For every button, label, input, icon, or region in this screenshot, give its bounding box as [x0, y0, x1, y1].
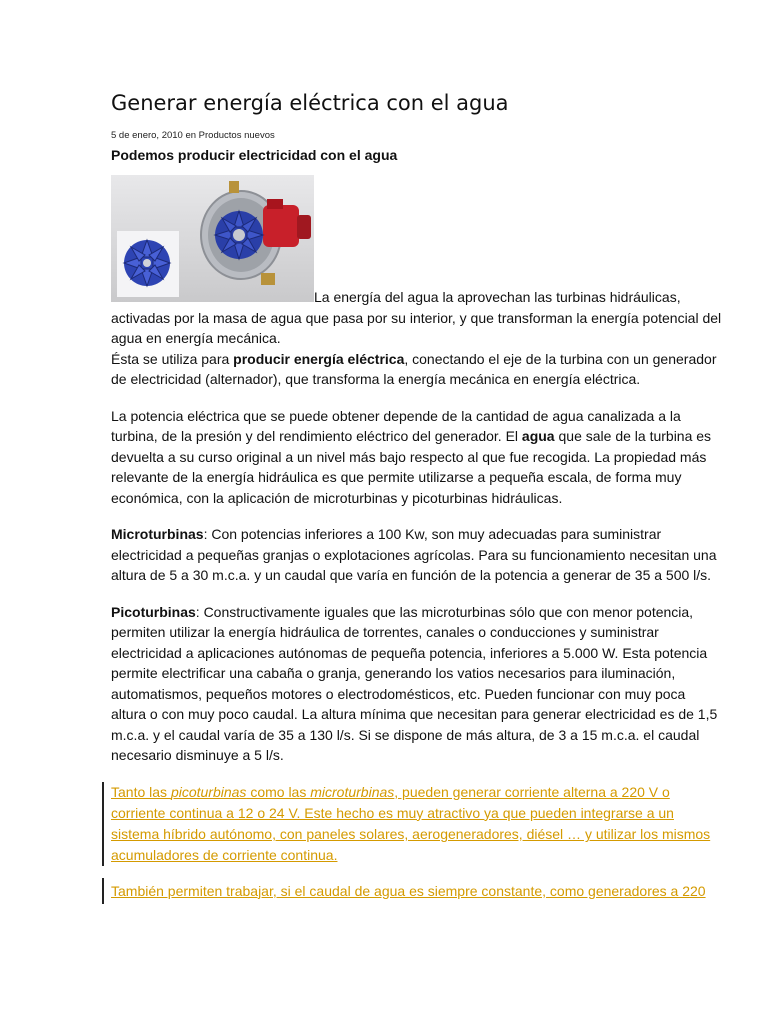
quote-block-2 — [111, 881, 723, 902]
turbine-photo — [111, 175, 314, 302]
page-title: Generar energía eléctrica con el agua — [111, 91, 509, 115]
paragraph-electric — [111, 349, 723, 390]
text-span: que sale de la turbina es devuelta a su curso original a un nivel más bajo respecto al que fue recogida. La propiedad más relevante de la energía hidráulica es que permite utilizarse a pequeña escala, de forma muy económica, con la aplicación de microturbinas y picoturbinas hidráulicas. — [111, 428, 712, 506]
article-subtitle: Podemos producir electricidad con el agua — [111, 147, 398, 163]
paragraph-intro: La energía del agua la aprovechan las turbinas hidráulicas, activadas por la masa de agua que pasa por su interior, y que transforman la energía potencial del agua en energía mecánica. — [111, 289, 722, 346]
paragraph-microturbinas — [111, 524, 723, 586]
bold-text: Picoturbinas — [111, 603, 196, 620]
text-span: , pueden generar corriente alterna a 220 V o corriente continua a 12 o 24 V. Este hecho es muy atractivo ya que pueden integrarse a un sistema híbrido autónomo, con paneles solares, aerogeneradores, diésel … y utilizar los mismos acumuladores de corriente continua. — [111, 783, 711, 864]
paragraph-picoturbinas — [111, 602, 723, 766]
turbine-illustration — [111, 175, 314, 302]
bold-text: producir energía eléctrica — [233, 350, 405, 367]
article — [111, 88, 723, 902]
emphasis-text: picoturbinas — [170, 783, 247, 800]
text-span: , conectando el eje de la turbina con un generador de electricidad (alternador), que transforma la energía mecánica en energía eléctrica. — [111, 350, 717, 387]
text-span: La potencia eléctrica que se puede obtener depende de la cantidad de agua canalizada a la turbina, de la presión y del rendimiento eléctrico del generador. El — [111, 407, 681, 444]
intro-section — [111, 175, 723, 390]
bold-text: Microturbinas — [111, 526, 204, 542]
text-span: Tanto las — [111, 783, 171, 800]
quote-link-1[interactable] — [111, 782, 723, 867]
quote-bar — [102, 782, 104, 866]
text-span: Ésta se utiliza para — [111, 350, 234, 367]
paragraph-power — [111, 406, 723, 509]
emphasis-text: microturbinas — [310, 783, 395, 800]
post-meta: 5 de enero, 2010 en Productos nuevos — [111, 130, 275, 141]
quote-link-2[interactable]: También permiten trabajar, si el caudal de agua es siempre constante, como generadores a 220 — [111, 882, 706, 899]
text-span: como las — [246, 783, 311, 800]
bold-text: agua — [521, 428, 555, 444]
text-span: : Con potencias inferiores a 100 Kw, son muy adecuadas para suministrar electricidad a pequeñas granjas o explotaciones agrícolas. Para su funcionamiento necesitan una altura de 5 a 30 m.c.a. y un caudal que varía en función de la potencia a generar de 35 a 500 l/s. — [111, 526, 717, 583]
quote-block-1 — [111, 782, 723, 867]
quote-bar — [102, 878, 104, 904]
text-span: : Constructivamente iguales que las microturbinas sólo que con menor potencia, permiten utilizar la energía hidráulica de torrentes, canales o conducciones y suministrar electricidad a aplicaciones autónomas de pequeña potencia, inferiores a 5.000 W. Esta potencia permite electrificar una cabaña o granja, generando los vatios necesarios para iluminación, automatismos, pequeños motores o electrodomésticos, etc. Pueden funcionar con muy poca altura o con muy poco caudal. La altura mínima que necesitan para generar electricidad es de 1,5 m.c.a. y el caudal varía de 35 a 130 l/s. Si se dispone de más altura, de 3 a 15 m.c.a. el caudal necesario disminuye a 5 l/s. — [111, 603, 718, 763]
